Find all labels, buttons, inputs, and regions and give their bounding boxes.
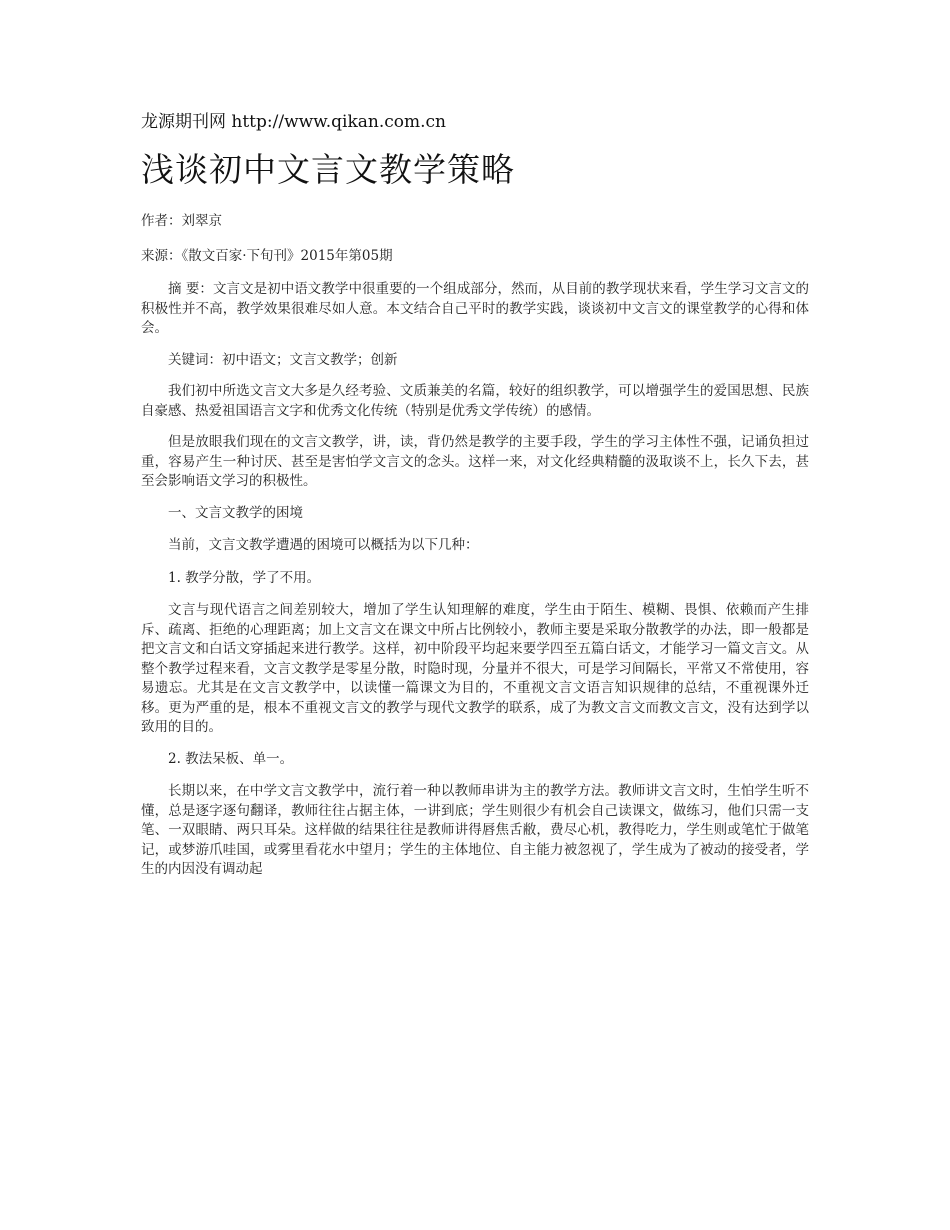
point-1-paragraph: 文言与现代语言之间差别较大，增加了学生认知理解的难度，学生由于陌生、模糊、畏惧、依赖而产生排斥、疏离、拒绝的心理距离；加上文言文在课文中所占比例较小，教师主要是采取分散教学的办法，即一般都是把文言文和白话文穿插起来进行教学。这样，初中阶段平均起来要学四至五篇白话文，才能学习一篇文言文。从整个教学过程来看，文言文教学是零星分散，时隐时现，分量并不很大，可是学习间隔长，平常又不常使用，容易遗忘。尤其是在文言文教学中，以读懂一篇课文为目的，不重视文言文语言知识规律的总结，不重视课外迁移。更为严重的是，根本不重视文言文的教学与现代文教学的联系，成了为教文言文而教文言文，没有达到学以致用的目的。	[141, 602, 809, 735]
section-heading: 一、文言文教学的困境	[168, 504, 303, 521]
section-lead-paragraph: 当前，文言文教学遭遇的困境可以概括为以下几种：	[168, 537, 479, 553]
point-1-heading: 1. 教学分散，学了不用。	[168, 569, 321, 586]
point-2-paragraph: 长期以来，在中学文言文教学中，流行着一种以教师串讲为主的教学方法。教师讲文言文时，生怕学生听不懂，总是逐字逐句翻译，教师往往占据主体，一讲到底；学生则很少有机会自己读课文，做练习，他们只需一支笔、一双眼睛、两只耳朵。这样做的结果往往是教师讲得唇焦舌敝，费尽心机，教得吃力，学生则或笔忙于做笔记，或梦游爪哇国，或雾里看花水中望月；学生的主体地位、自主能力被忽视了，学生成为了被动的接受者，学生的内因没有调动起	[141, 783, 809, 877]
article-title: 浅谈初中文言文教学策略	[141, 150, 515, 189]
site-header: 龙源期刊网 http://www.qikan.com.cn	[141, 112, 446, 132]
intro-paragraph-1: 我们初中所选文言文大多是久经考验、文质兼美的名篇，较好的组织教学，可以增强学生的爱国思想、民族自豪感、热爱祖国语言文字和优秀文化传统（特别是优秀文学传统）的感情。	[141, 383, 809, 419]
author-line: 作者：刘翠京	[141, 213, 222, 229]
abstract-paragraph: 摘 要：文言文是初中语文教学中很重要的一个组成部分，然而，从目前的教学现状来看，学生学习文言文的积极性并不高，教学效果很难尽如人意。本文结合自己平时的教学实践，谈谈初中文言文的课堂教学的心得和体会。	[141, 281, 809, 336]
intro-paragraph-2: 但是放眼我们现在的文言文教学，讲，读，背仍然是教学的主要手段，学生的学习主体性不强，记诵负担过重，容易产生一种讨厌、甚至是害怕学文言文的念头。这样一来，对文化经典精髓的汲取谈不上，长久下去，甚至会影响语文学习的积极性。	[141, 434, 809, 489]
keywords-paragraph: 关键词：初中语文；文言文教学；创新	[168, 351, 398, 368]
source-line: 来源：《散文百家·下旬刊》2015年第05期	[141, 248, 393, 264]
document-page	[141, 108, 809, 892]
point-2-heading: 2. 教法呆板、单一。	[168, 750, 294, 767]
